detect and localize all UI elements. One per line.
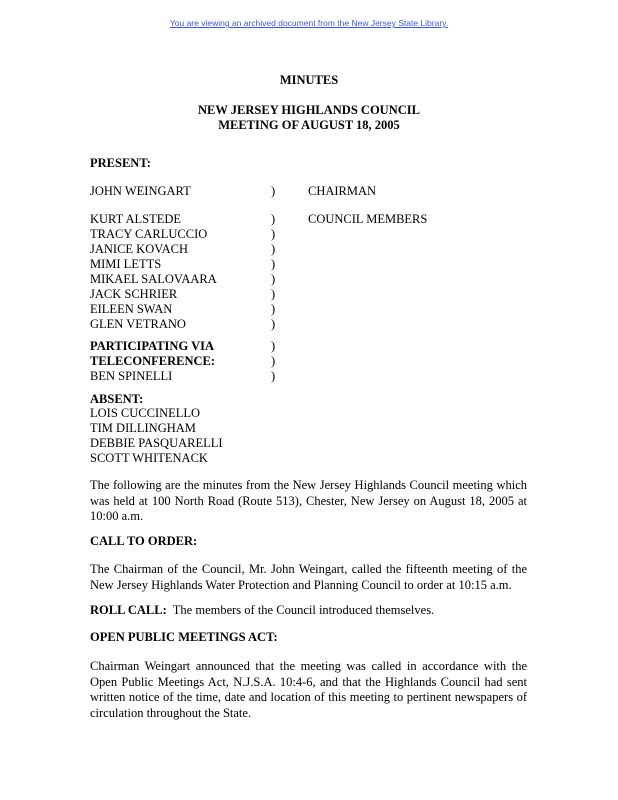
- teleconference-heading: PARTICIPATING VIA: [90, 339, 214, 353]
- call-to-order-text: The Chairman of the Council, Mr. John Weingart, called the fifteenth meeting of the New Jersey Highlands Water Protection and Planning Council to order at 10:15 a.m.: [90, 562, 527, 592]
- member-name: MIMI LETTS: [90, 257, 162, 271]
- meeting-date: MEETING OF AUGUST 18, 2005: [218, 118, 400, 132]
- chairman-name: JOHN WEINGART: [90, 184, 191, 198]
- member-name: JANICE KOVACH: [90, 242, 189, 256]
- paren: ): [271, 339, 276, 353]
- archive-banner-link[interactable]: You are viewing an archived document from the New Jersey State Library.: [169, 18, 449, 28]
- absent-name: TIM DILLINGHAM: [90, 421, 196, 435]
- chairman-role: CHAIRMAN: [308, 184, 377, 198]
- present-heading: PRESENT:: [90, 156, 151, 170]
- council-members-role: COUNCIL MEMBERS: [308, 212, 428, 226]
- paren: ): [271, 184, 276, 198]
- roll-call-text: The members of the Council introduced themselves.: [172, 603, 435, 617]
- paren: ): [271, 369, 276, 383]
- member-name: TRACY CARLUCCIO: [90, 227, 208, 241]
- council-name: NEW JERSEY HIGHLANDS COUNCIL: [198, 103, 420, 117]
- paren: ): [271, 354, 276, 368]
- teleconference-member: BEN SPINELLI: [90, 369, 173, 383]
- document-title: MINUTES: [279, 73, 339, 87]
- paren: ): [271, 227, 276, 241]
- member-name: KURT ALSTEDE: [90, 212, 182, 226]
- paren: ): [271, 302, 276, 316]
- member-name: GLEN VETRANO: [90, 317, 186, 331]
- teleconference-heading: TELECONFERENCE:: [90, 354, 216, 368]
- absent-name: LOIS CUCCINELLO: [90, 406, 201, 420]
- paren: ): [271, 287, 276, 301]
- roll-call-line: [90, 603, 434, 618]
- paren: ): [271, 317, 276, 331]
- roll-call-heading: ROLL CALL:: [90, 603, 167, 617]
- intro-paragraph: The following are the minutes from the New Jersey Highlands Council meeting which was held at 100 North Road (Route 513), Chester, New Jersey on August 18, 2005 at 10:00 a.m.: [90, 478, 527, 523]
- paren: ): [271, 242, 276, 256]
- absent-heading: ABSENT:: [90, 392, 144, 406]
- call-to-order-heading: CALL TO ORDER:: [90, 534, 198, 548]
- opma-heading: OPEN PUBLIC MEETINGS ACT:: [90, 630, 278, 644]
- opma-text: Chairman Weingart announced that the meeting was called in accordance with the Open Public Meetings Act, N.J.S.A. 10:4-6, and that the Highlands Council had sent written notice of the time, date and location of this meeting to pertinent newspapers of circulation throughout the State.: [90, 659, 527, 720]
- member-name: MIKAEL SALOVAARA: [90, 272, 217, 286]
- member-name: EILEEN SWAN: [90, 302, 173, 316]
- paren: ): [271, 257, 276, 271]
- paren: ): [271, 212, 276, 226]
- paren: ): [271, 272, 276, 286]
- absent-name: SCOTT WHITENACK: [90, 451, 208, 465]
- member-name: JACK SCHRIER: [90, 287, 178, 301]
- absent-name: DEBBIE PASQUARELLI: [90, 436, 223, 450]
